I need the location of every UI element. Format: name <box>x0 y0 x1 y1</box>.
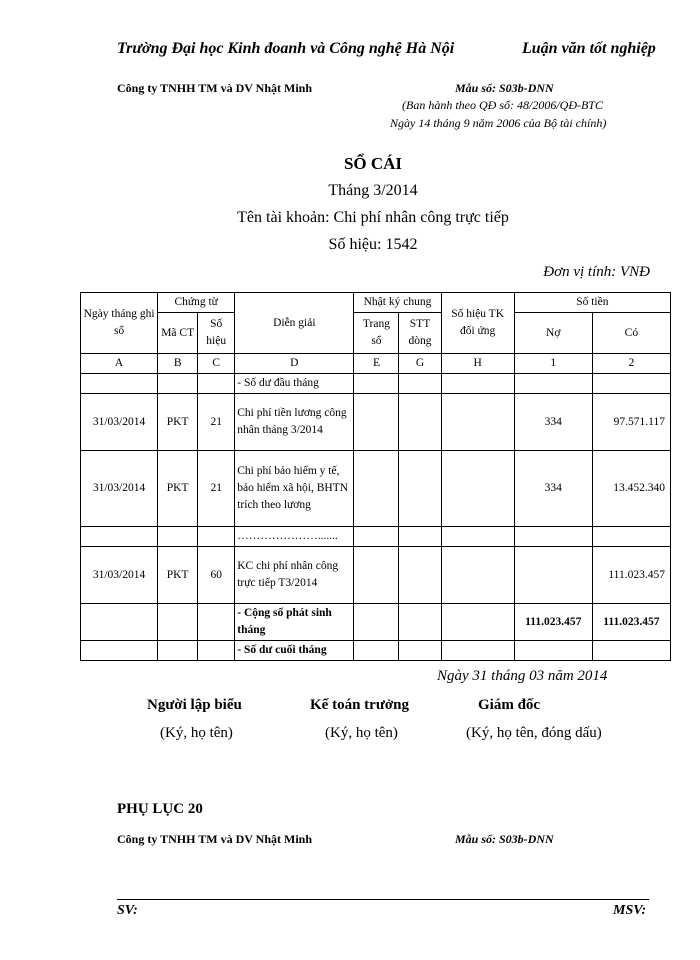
row-voucher-code: PKT <box>158 394 198 451</box>
header-date: Ngày tháng ghi sổ <box>81 293 158 354</box>
header-journal: Nhật ký chung <box>354 293 441 313</box>
row-description: Chi phí bảo hiểm y tế, bảo hiểm xã hội, BHTN trích theo lương <box>235 451 354 527</box>
appendix-heading: PHỤ LỤC 20 <box>117 801 203 817</box>
sign-date: Ngày 31 tháng 03 năm 2014 <box>437 668 608 684</box>
table-row <box>81 451 671 527</box>
row-credit: 97.571.117 <box>592 394 670 451</box>
opening-balance-row <box>81 374 671 394</box>
opening-balance-label: - Số dư đầu tháng <box>235 374 354 394</box>
row-date: 31/03/2014 <box>81 451 158 527</box>
header-voucher-no: Số hiệu <box>198 313 235 354</box>
signature-director-title: Giám đốc <box>478 697 541 713</box>
page-header-school: Trường Đại học Kinh đoanh và Công nghệ Hà Nội <box>117 40 455 57</box>
header-voucher: Chứng từ <box>158 293 235 313</box>
header-voucher-code: Mã CT <box>158 313 198 354</box>
row-voucher-code: PKT <box>158 451 198 527</box>
ledger-title: SỔ CÁI <box>343 154 403 173</box>
total-row <box>81 604 671 641</box>
signature-chief-accountant-note: (Ký, họ tên) <box>325 725 398 741</box>
footer-student-id: MSV: <box>613 903 647 918</box>
ledger-month: Tháng 3/2014 <box>328 182 418 199</box>
row-description: KC chi phí nhân công trực tiếp T3/2014 <box>235 547 354 604</box>
column-code: C <box>198 354 235 374</box>
header-journal-page: Trang sổ <box>354 313 399 354</box>
company-name-appendix: Công ty TNHH TM và DV Nhật Minh <box>117 832 313 846</box>
column-code: D <box>235 354 354 374</box>
form-issued-date: Ngày 14 tháng 9 năm 2006 của Bộ tài chính) <box>390 116 607 130</box>
account-number: Số hiệu: 1542 <box>328 236 418 253</box>
total-debit: 111.023.457 <box>514 604 592 641</box>
row-debit: 334 <box>514 394 592 451</box>
column-code: H <box>441 354 514 374</box>
account-name: Tên tài khoản: Chi phí nhân công trực tiếp <box>237 209 509 226</box>
signature-preparer-title: Người lập biểu <box>147 697 242 713</box>
company-name: Công ty TNHH TM và DV Nhật Minh <box>117 81 313 95</box>
header-amount: Số tiền <box>514 293 670 313</box>
footer-divider <box>117 899 649 900</box>
closing-balance-row <box>81 641 671 661</box>
page-header-thesis: Luận văn tốt nghiệp <box>522 40 656 57</box>
header-description: Diễn giải <box>235 293 354 354</box>
signature-director-note: (Ký, họ tên, đóng dấu) <box>466 725 602 741</box>
form-number-appendix: Mẫu số: S03b-DNN <box>455 832 554 846</box>
column-code: A <box>81 354 158 374</box>
signature-preparer-note: (Ký, họ tên) <box>160 725 233 741</box>
column-code: B <box>158 354 198 374</box>
row-voucher-no: 21 <box>198 394 235 451</box>
header-credit: Có <box>592 313 670 354</box>
row-ellipsis: …………………....... <box>235 527 354 547</box>
table-row <box>81 547 671 604</box>
row-credit: 13.452.340 <box>592 451 670 527</box>
row-voucher-no: 60 <box>198 547 235 604</box>
row-debit: 334 <box>514 451 592 527</box>
row-date: 31/03/2014 <box>81 394 158 451</box>
row-voucher-code: PKT <box>158 547 198 604</box>
row-voucher-no: 21 <box>198 451 235 527</box>
table-row <box>81 394 671 451</box>
ledger-table <box>80 292 671 661</box>
column-code: E <box>354 354 399 374</box>
footer-student: SV: <box>117 903 138 918</box>
form-issued: (Ban hành theo QĐ số: 48/2006/QĐ-BTC <box>402 98 603 112</box>
row-date: 31/03/2014 <box>81 547 158 604</box>
total-label: - Cộng số phát sinh tháng <box>235 604 354 641</box>
table-subheader-row <box>81 313 671 354</box>
header-contra-account: Số hiệu TK đối ứng <box>441 293 514 354</box>
ellipsis-row <box>81 527 671 547</box>
column-code: 2 <box>592 354 670 374</box>
column-code-row <box>81 354 671 374</box>
column-code: G <box>399 354 441 374</box>
header-debit: Nợ <box>514 313 592 354</box>
currency-unit: Đơn vị tính: VNĐ <box>543 264 650 280</box>
total-credit: 111.023.457 <box>592 604 670 641</box>
column-code: 1 <box>514 354 592 374</box>
closing-balance-label: - Số dư cuối tháng <box>235 641 354 661</box>
table-header-row <box>81 293 671 313</box>
header-journal-line: STT dòng <box>399 313 441 354</box>
row-credit: 111.023.457 <box>592 547 670 604</box>
row-debit <box>514 547 592 604</box>
signature-chief-accountant-title: Kế toán trưởng <box>310 697 409 713</box>
row-description: Chi phí tiền lương công nhân tháng 3/2014 <box>235 394 354 451</box>
form-number: Mẫu số: S03b-DNN <box>455 81 554 95</box>
